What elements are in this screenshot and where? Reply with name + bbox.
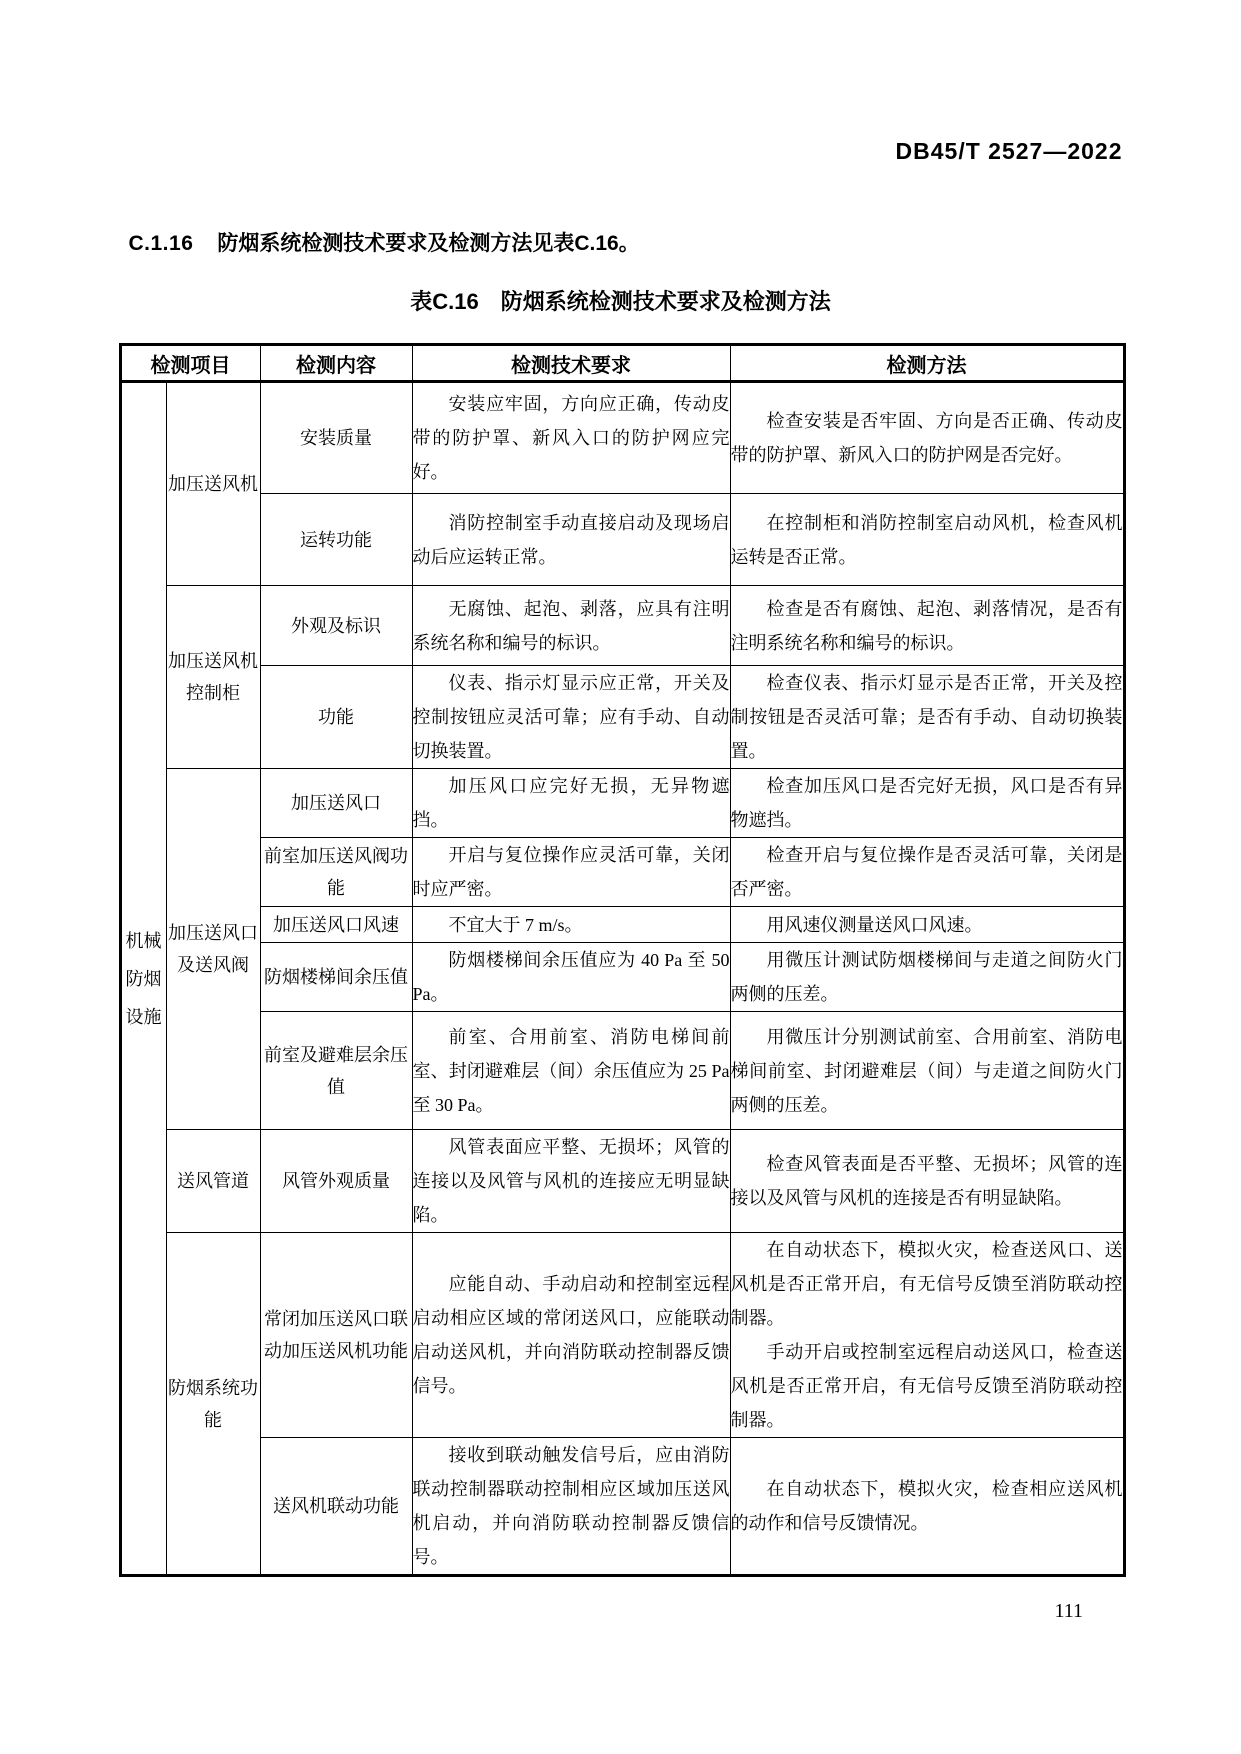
paragraph: 检查加压风口是否完好无损，风口是否有异物遮挡。 xyxy=(730,776,1123,830)
paragraph: 用微压计分别测试前室、合用前室、消防电梯间前室、封闭避难层（间）与走道之间防火门两侧的压差。 xyxy=(730,1026,1123,1115)
group-cell: 加压送风口及送风阀 xyxy=(166,769,260,1130)
paragraph: 前室、合用前室、消防电梯间前室、封闭避难层（间）余压值应为 25 Pa 至 30 Pa。 xyxy=(412,1026,730,1115)
paragraph: 检查是否有腐蚀、起泡、剥落情况，是否有注明系统名称和编号的标识。 xyxy=(730,598,1123,653)
paragraph: 手动开启或控制室远程启动送风口，检查送风机是否正常开启，有无信号反馈至消防联动控制器。 xyxy=(730,1342,1123,1430)
requirement-cell xyxy=(412,1130,730,1233)
content-cell: 风管外观质量 xyxy=(260,1130,412,1233)
header-content: 检测内容 xyxy=(260,345,412,382)
document-page xyxy=(119,0,1123,1577)
content-cell: 外观及标识 xyxy=(260,586,412,666)
paragraph: 用风速仪测量送风口风速。 xyxy=(766,914,983,935)
paragraph: 加压风口应完好无损，无异物遮挡。 xyxy=(412,776,730,830)
paragraph: 在控制柜和消防控制室启动风机，检查风机运转是否正常。 xyxy=(730,512,1123,567)
table-row xyxy=(120,494,1124,586)
inspection-table xyxy=(119,343,1126,1577)
method-cell xyxy=(730,943,1124,1012)
facility-cell: 机械防烟设施 xyxy=(120,382,166,1576)
content-cell: 防烟楼梯间余压值 xyxy=(260,943,412,1012)
table-row xyxy=(120,1012,1124,1130)
content-cell: 安装质量 xyxy=(260,382,412,494)
requirement-cell xyxy=(412,1233,730,1438)
method-cell xyxy=(730,838,1124,907)
requirement-cell xyxy=(412,1012,730,1130)
paragraph: 消防控制室手动直接启动及现场启动后应运转正常。 xyxy=(412,512,730,567)
content-cell: 前室加压送风阀功能 xyxy=(260,838,412,907)
content-cell: 运转功能 xyxy=(260,494,412,586)
clause-number: C.1.16 xyxy=(128,232,194,255)
doc-number: DB45/T 2527—2022 xyxy=(895,138,1123,164)
method-cell xyxy=(730,907,1124,943)
section-heading xyxy=(119,227,1123,257)
requirement-cell xyxy=(412,494,730,586)
table-row xyxy=(120,838,1124,907)
requirement-cell xyxy=(412,907,730,943)
table-row xyxy=(120,666,1124,769)
paragraph: 开启与复位操作应灵活可靠，关闭时应严密。 xyxy=(412,845,730,899)
group-cell: 加压送风机控制柜 xyxy=(166,586,260,769)
paragraph: 在自动状态下，模拟火灾，检查相应送风机的动作和信号反馈情况。 xyxy=(730,1479,1123,1533)
content-cell: 常闭加压送风口联动加压送风机功能 xyxy=(260,1233,412,1438)
table-row xyxy=(120,907,1124,943)
page-number: 111 xyxy=(1054,1600,1083,1622)
paragraph: 防烟楼梯间余压值应为 40 Pa 至 50 Pa。 xyxy=(412,950,730,1004)
header-method: 检测方法 xyxy=(730,345,1124,382)
requirement-cell xyxy=(412,943,730,1012)
paragraph: 仪表、指示灯显示应正常，开关及控制按钮应灵活可靠；应有手动、自动切换装置。 xyxy=(412,673,730,761)
paragraph: 安装应牢固，方向应正确，传动皮带的防护罩、新风入口的防护网应完好。 xyxy=(412,394,730,482)
requirement-cell xyxy=(412,382,730,494)
table-row xyxy=(120,1438,1124,1576)
table-row xyxy=(120,382,1124,494)
clause-text: 防烟系统检测技术要求及检测方法见表C.16。 xyxy=(217,232,640,255)
paragraph: 用微压计测试防烟楼梯间与走道之间防火门两侧的压差。 xyxy=(730,950,1123,1004)
requirement-cell xyxy=(412,769,730,838)
table-row xyxy=(120,586,1124,666)
method-cell xyxy=(730,769,1124,838)
header-project: 检测项目 xyxy=(120,345,260,382)
requirement-cell xyxy=(412,1438,730,1576)
group-cell: 加压送风机 xyxy=(166,382,260,586)
method-cell xyxy=(730,586,1124,666)
paragraph: 不宜大于 7 m/s。 xyxy=(448,914,583,935)
table-row xyxy=(120,1233,1124,1438)
method-cell xyxy=(730,1233,1124,1438)
requirement-cell xyxy=(412,838,730,907)
method-cell xyxy=(730,666,1124,769)
content-cell: 前室及避难层余压值 xyxy=(260,1012,412,1130)
paragraph: 应能自动、手动启动和控制室远程启动相应区域的常闭送风口，应能联动启动送风机，并向消防联动控制器反馈信号。 xyxy=(412,1274,730,1396)
method-cell xyxy=(730,494,1124,586)
content-cell: 加压送风口风速 xyxy=(260,907,412,943)
method-cell xyxy=(730,1012,1124,1130)
table-row xyxy=(120,1130,1124,1233)
method-cell xyxy=(730,382,1124,494)
requirement-cell xyxy=(412,586,730,666)
content-cell: 加压送风口 xyxy=(260,769,412,838)
table-caption: 表C.16 防烟系统检测技术要求及检测方法 xyxy=(410,289,831,314)
method-cell xyxy=(730,1438,1124,1576)
header-requirement: 检测技术要求 xyxy=(412,345,730,382)
table-row xyxy=(120,769,1124,838)
paragraph: 在自动状态下，模拟火灾，检查送风口、送风机是否正常开启，有无信号反馈至消防联动控制器。 xyxy=(730,1240,1123,1328)
content-cell: 送风机联动功能 xyxy=(260,1438,412,1576)
table-row xyxy=(120,943,1124,1012)
paragraph: 检查安装是否牢固、方向是否正确、传动皮带的防护罩、新风入口的防护网是否完好。 xyxy=(730,411,1123,465)
content-cell: 功能 xyxy=(260,666,412,769)
requirement-cell xyxy=(412,666,730,769)
header-row xyxy=(120,345,1124,382)
paragraph: 无腐蚀、起泡、剥落，应具有注明系统名称和编号的标识。 xyxy=(412,598,730,653)
group-cell: 防烟系统功能 xyxy=(166,1233,260,1576)
paragraph: 接收到联动触发信号后，应由消防联动控制器联动控制相应区域加压送风机启动，并向消防联动控制器反馈信号。 xyxy=(412,1445,730,1567)
method-cell xyxy=(730,1130,1124,1233)
paragraph: 风管表面应平整、无损坏；风管的连接以及风管与风机的连接应无明显缺陷。 xyxy=(412,1137,730,1225)
paragraph: 检查开启与复位操作是否灵活可靠，关闭是否严密。 xyxy=(730,845,1123,899)
group-cell: 送风管道 xyxy=(166,1130,260,1233)
paragraph: 检查风管表面是否平整、无损坏；风管的连接以及风管与风机的连接是否有明显缺陷。 xyxy=(730,1154,1123,1208)
paragraph: 检查仪表、指示灯显示是否正常，开关及控制按钮是否灵活可靠；是否有手动、自动切换装置。 xyxy=(730,673,1123,761)
